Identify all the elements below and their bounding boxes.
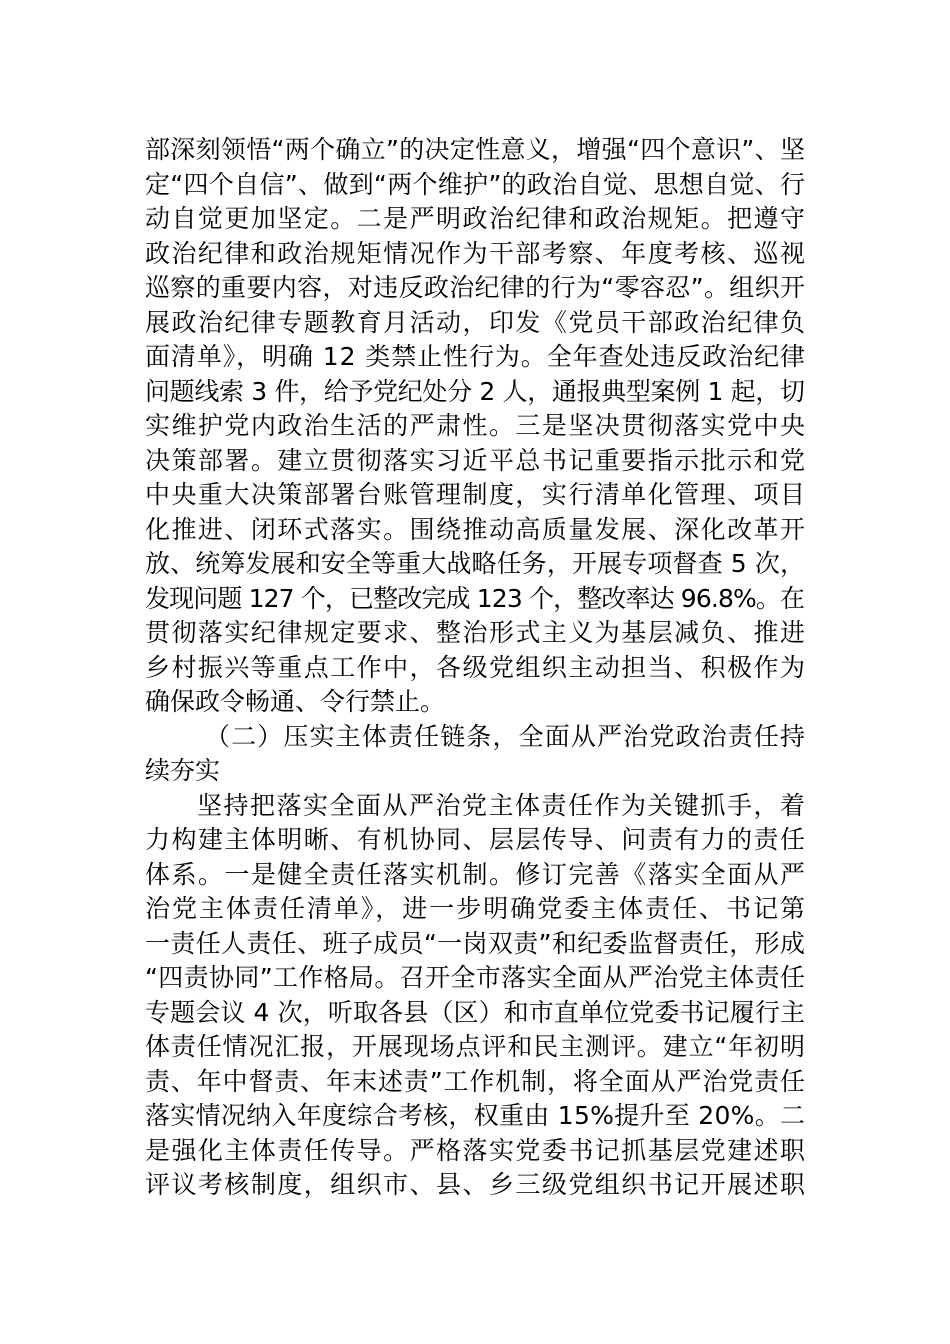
paragraph-line: 政治纪律和政治规矩情况作为干部考察、年度考核、巡视 xyxy=(145,238,807,268)
paragraph-line: 评议考核制度，组织市、县、乡三级党组织书记开展述职 xyxy=(145,1170,807,1199)
paragraph-line: 放、统筹发展和安全等重大战略任务，开展专项督查 5 次， xyxy=(145,549,806,578)
paragraph-line: 确保政令畅通、令行禁止。 xyxy=(145,687,446,716)
paragraph-line: 动自觉更加坚定。二是严明政治纪律和政治规矩。把遵守 xyxy=(145,204,807,233)
paragraph-line: 是强化主体责任传导。严格落实党委书记抓基层党建述职 xyxy=(145,1135,807,1165)
paragraph-line: 治党主体责任清单》，进一步明确党委主体责任、书记第 xyxy=(145,894,807,923)
paragraph-line: 中央重大决策部署台账管理制度，实行清单化管理、项目 xyxy=(145,480,807,509)
paragraph-line: 乡村振兴等重点工作中，各级党组织主动担当、积极作为 xyxy=(145,652,807,682)
paragraph-line: 责、年中督责、年末述责”工作机制，将全面从严治党责任 xyxy=(145,1066,806,1096)
paragraph-line: 坚持把落实全面从严治党主体责任作为关键抓手，着 xyxy=(197,790,807,820)
paragraph-line: 落实情况纳入年度综合考核，权重由 15%提升至 20%。二 xyxy=(145,1101,806,1130)
paragraph-line: 巡察的重要内容，对违反政治纪律的行为“零容忍”。组织开 xyxy=(145,273,806,302)
paragraph-line: 定“四个自信”、做到“两个维护”的政治自觉、思想自觉、行 xyxy=(145,169,806,199)
paragraph-line: 决策部署。建立贯彻落实习近平总书记重要指示批示和党 xyxy=(145,445,807,475)
document-page xyxy=(145,133,805,1203)
paragraph-line: “四责协同”工作格局。召开全市落实全面从严治党主体责任 xyxy=(145,963,806,992)
paragraph-line: 体系。一是健全责任落实机制。修订完善《落实全面从严 xyxy=(145,859,807,889)
section-heading-line: （二）压实主体责任链条，全面从严治党政治责任持 xyxy=(205,721,807,751)
paragraph-line: 问题线索 3 件，给予党纪处分 2 人，通报典型案例 1 起，切 xyxy=(145,376,805,406)
paragraph-line: 专题会议 4 次，听取各县（区）和市直单位党委书记履行主 xyxy=(145,997,806,1027)
paragraph-line: 贯彻落实纪律规定要求、整治形式主义为基层减负、推进 xyxy=(145,618,807,647)
paragraph-line: 实维护党内政治生活的严肃性。三是坚决贯彻落实党中央 xyxy=(145,411,807,440)
paragraph-line: 发现问题 127 个，已整改完成 123 个，整改率达 96.8%。在 xyxy=(145,583,805,613)
section-heading-line: 续夯实 xyxy=(145,756,221,785)
paragraph-line: 力构建主体明晰、有机协同、层层传导、问责有力的责任 xyxy=(145,825,807,854)
paragraph-line: 部深刻领悟“两个确立”的决定性意义，增强“四个意识”、坚 xyxy=(145,135,806,164)
paragraph-line: 面清单》，明确 12 类禁止性行为。全年查处违反政治纪律 xyxy=(145,342,806,371)
paragraph-line: 化推进、闭环式落实。围绕推动高质量发展、深化改革开 xyxy=(145,514,807,544)
paragraph-line: 体责任情况汇报，开展现场点评和民主测评。建立“年初明 xyxy=(145,1032,806,1061)
paragraph-line: 展政治纪律专题教育月活动，印发《党员干部政治纪律负 xyxy=(145,307,807,337)
paragraph-line: 一责任人责任、班子成员“一岗双责”和纪委监督责任，形成 xyxy=(145,928,806,958)
